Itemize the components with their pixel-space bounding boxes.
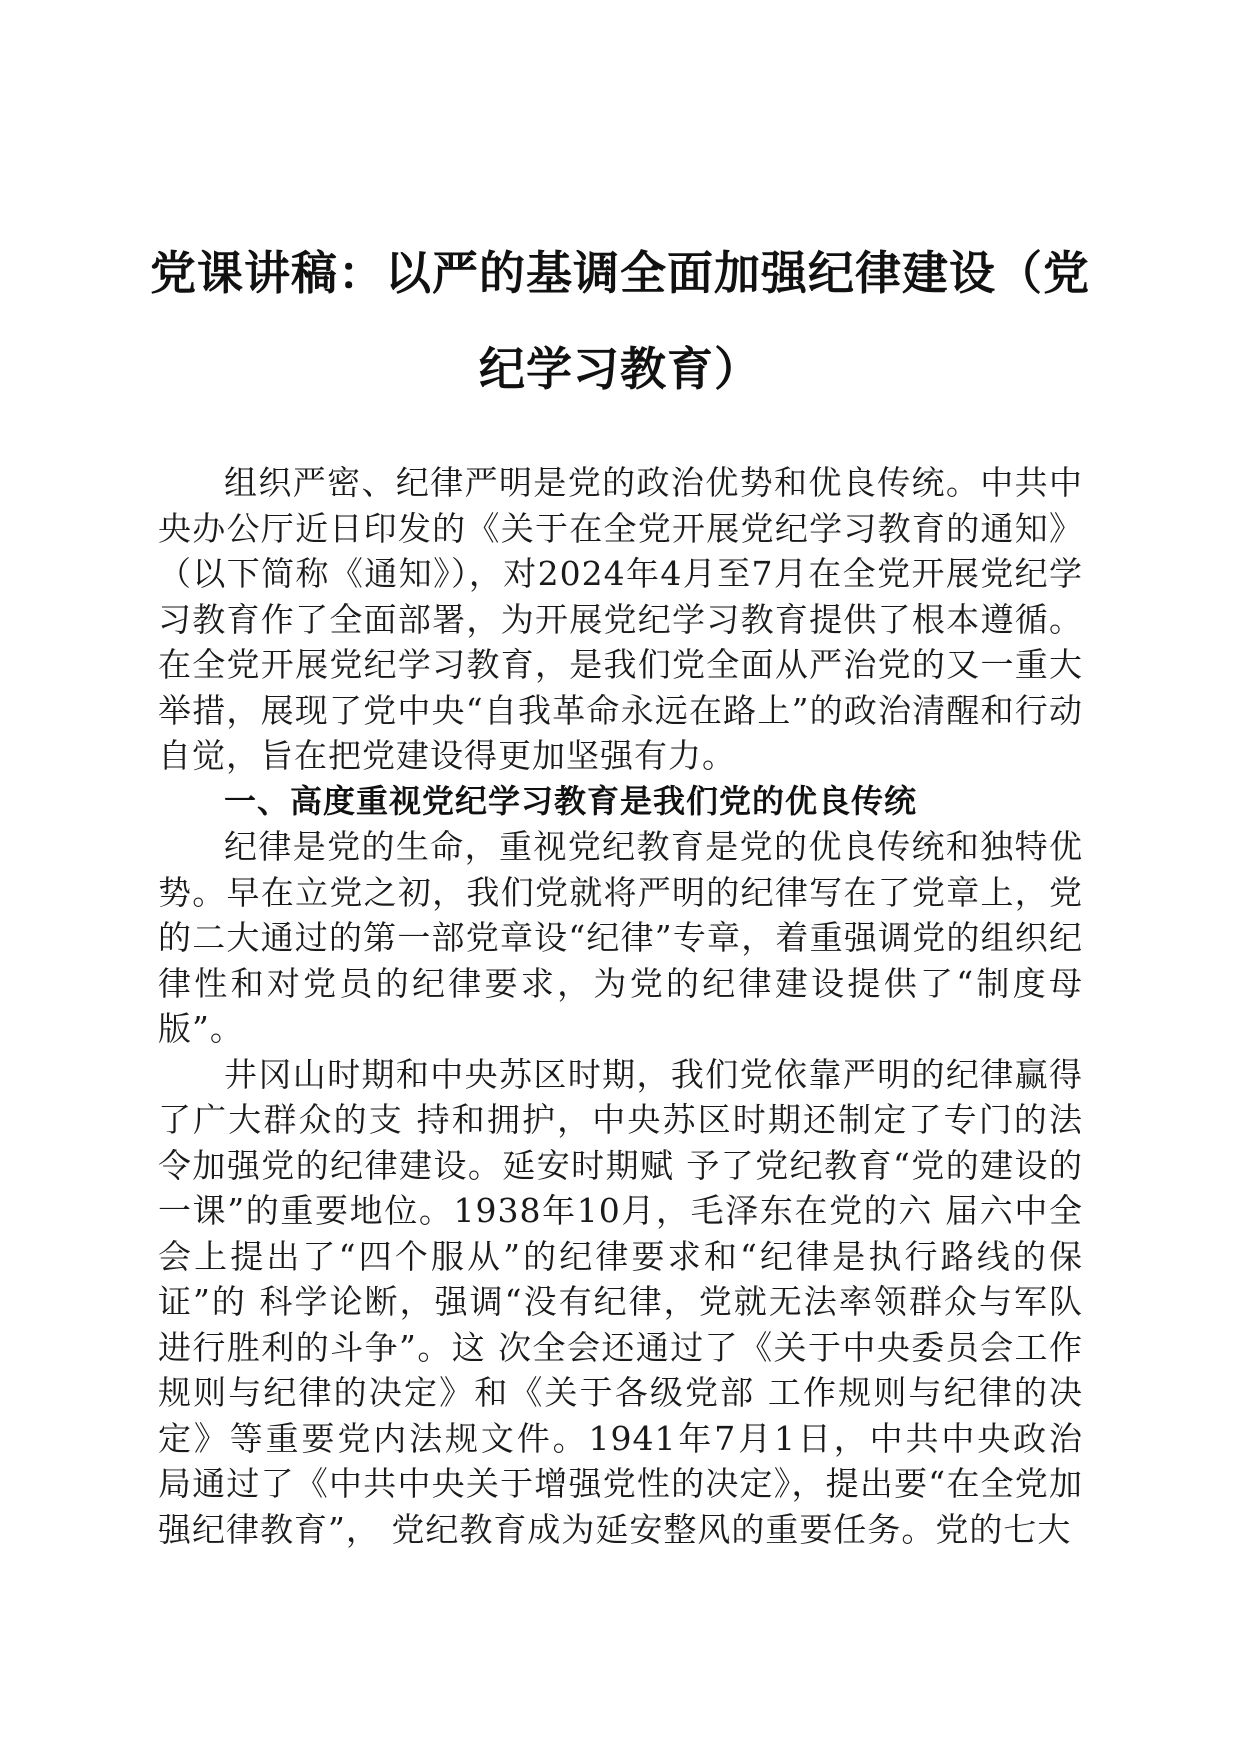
title-line-2: 纪学习教育）: [479, 342, 761, 396]
paragraph-history: 井冈山时期和中央苏区时期，我们党依靠严明的纪律赢得了广大群众的支 持和拥护，中央苏区时期还制定了专门的法令加强党的纪律建设。延安时期赋 予了党纪教育“党的建设的一课”的重要地位。1938年10月，毛泽东在党的六 届六中全会上提出了“四个服从”的纪律要求和“纪律是执行路线的保证”的 科学论断，强调“没有纪律，党就无法率领群众与军队进行胜利的斗争”。这 次全会还通过了《关于中央委员会工作规则与纪律的决定》和《关于各级党部 工作规则与纪律的决定》等重要党内法规文件。1941年7月1日，中共中央政治 局通过了《中共中央关于增强党性的决定》，提出要“在全党加强纪律教育”， 党纪教育成为延安整风的重要任务。党的七大: [158, 1054, 1083, 1549]
document-title: [150, 225, 1090, 417]
document-body: [158, 460, 1083, 1552]
paragraph-intro: 组织严密、纪律严明是党的政治优势和优良传统。中共中央办公厅近日印发的《关于在全党开展党纪学习教育的通知》（以下简称《通知》），对2024年4月至7月在全党开展党纪学习教育作了全面部署，为开展党纪学习教育提供了根本遵循。在全党开展党纪学习教育，是我们党全面从严治党的又一重大举措，展现了党中央“自我革命永远在路上”的政治清醒和行动自觉，旨在把党建设得更加坚强有力。: [158, 463, 1083, 775]
paragraph-discipline-tradition: 纪律是党的生命，重视党纪教育是党的优良传统和独特优势。早在立党之初，我们党就将严明的纪律写在了党章上，党的二大通过的第一部党章设“纪律”专章，着重强调党的组织纪律性和对党员的纪律要求，为党的纪律建设提供了“制度母版”。: [158, 827, 1083, 1048]
section-heading-1: 一、高度重视党纪学习教育是我们党的优良传统: [224, 781, 918, 820]
title-line-1: 党课讲稿：以严的基调全面加强纪律建设（党: [150, 246, 1090, 300]
